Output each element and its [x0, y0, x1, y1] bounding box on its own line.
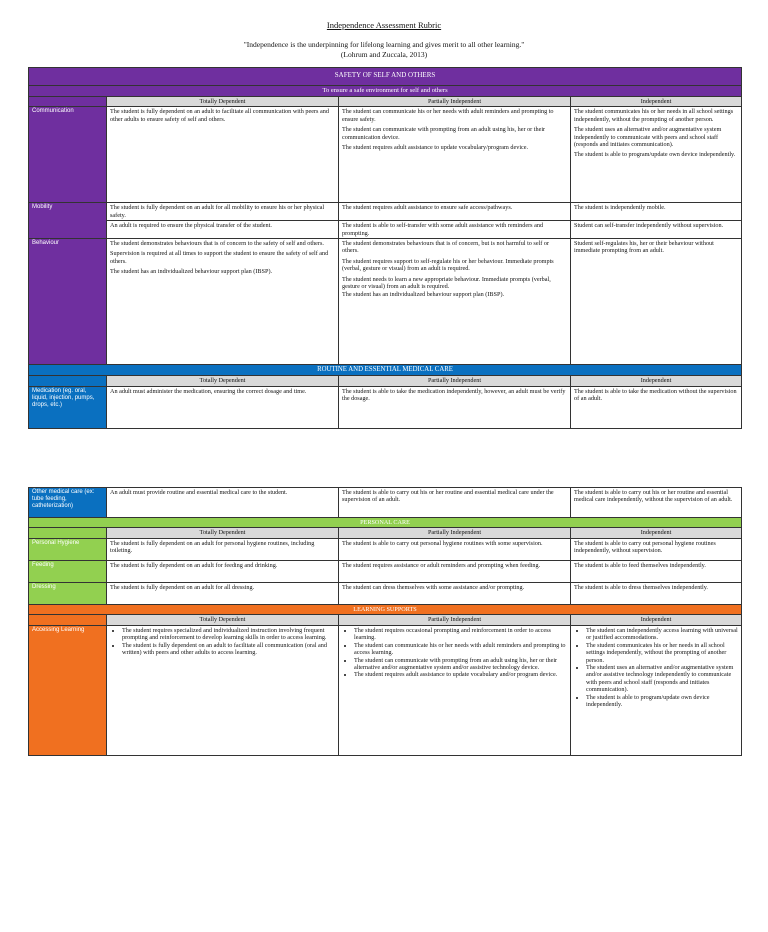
cell-hygiene-dependent: The student is fully dependent on an adult for personal hygiene routines, including toileting. — [107, 538, 339, 560]
rubric-table-part-1 — [28, 67, 742, 429]
list-item: • The student is fully dependent on an adult to facilitate all communication (oral and written) with peers and other adults to access learning. — [122, 642, 335, 657]
list-item: • The student can communicate with prompting from an adult using his, her or their alternative and/or augmentative system and/or assistive technology device. — [354, 657, 567, 672]
col-header-independent: Independent — [571, 376, 742, 386]
row-medication — [29, 386, 742, 428]
list-item: • The student requires specialized and individualized instruction involving frequent prompting and reinforcement to develop learning skills in order to access learning. — [122, 627, 335, 642]
cell-dressing-dependent: The student is fully dependent on an adult for all dressing. — [107, 582, 339, 604]
row-label-hygiene: Personal Hygiene — [29, 538, 107, 560]
row-mobility-1 — [29, 203, 742, 221]
row-communication — [29, 107, 742, 203]
col-header-independent: Independent — [571, 615, 742, 625]
column-header-row — [29, 96, 742, 106]
col-header-partially-independent: Partially Independent — [339, 615, 571, 625]
section-header-medical — [29, 364, 742, 375]
cell-feeding-independent: The student is able to feed themselves independently. — [571, 560, 742, 582]
cell-other-medical-dependent: An adult must provide routine and essential medical care to the student. — [107, 488, 339, 518]
row-label-medication: Medication (eg. oral, liquid, injection, pumps, drops, etc.) — [29, 386, 107, 428]
cell-feeding-dependent: The student is fully dependent on an adult for feeding and drinking. — [107, 560, 339, 582]
cell-communication-partial: The student can communicate his or her needs with adult reminders and prompting to ensure safety. The student can communicate with prompting from an adult using his, her or their communication device. The student requires adult assistance to update vocabulary/program device. — [339, 107, 571, 203]
col-header-partially-independent: Partially Independent — [339, 96, 571, 106]
cell-communication-dependent: The student is fully dependent on an adult to facilitate all communication with peers and other adults to ensure safety of self and others. — [107, 107, 339, 203]
col-header-totally-dependent: Totally Dependent — [107, 528, 339, 538]
document-quote: "Independence is the underpinning for lifelong learning and gives merit to all other learning." — [243, 40, 525, 49]
cell-mobility-dependent-2: An adult is required to ensure the physical transfer of the student. — [107, 221, 339, 239]
cell-feeding-partial: The student requires assistance or adult reminders and prompting when feeding. — [339, 560, 571, 582]
cell-medication-partial: The student is able to take the medication independently, however, an adult must be verify the dosage. — [339, 386, 571, 428]
section-title-medical: ROUTINE AND ESSENTIAL MEDICAL CARE — [29, 364, 742, 375]
cell-hygiene-independent: The student is able to carry out personal hygiene routines independently, without supervision. — [571, 538, 742, 560]
cell-behaviour-independent: Student self-regulates his, her or their behaviour without immediate prompting from an adult. — [571, 238, 742, 364]
list-item: • The student can independently access learning with universal or justified accommodations. — [586, 627, 738, 642]
cell-mobility-partial-2: The student is able to self-transfer with some adult assistance with reminders and prompting. — [339, 221, 571, 239]
cell-mobility-independent-2: Student can self-transfer independently without supervision. — [571, 221, 742, 239]
row-feeding — [29, 560, 742, 582]
cell-medication-independent: The student is able to take the medication without the supervision of an adult. — [571, 386, 742, 428]
section-header-personal — [29, 518, 742, 528]
row-other-medical — [29, 488, 742, 518]
cell-accessing-dependent — [107, 625, 339, 755]
cell-mobility-dependent-1: The student is fully dependent on an adult for all mobility to ensure his or her physical safety. — [107, 203, 339, 221]
row-behaviour — [29, 238, 742, 364]
cell-medication-dependent: An adult must administer the medication, ensuring the correct dosage and time. — [107, 386, 339, 428]
row-label-dressing: Dressing — [29, 582, 107, 604]
row-hygiene — [29, 538, 742, 560]
cell-mobility-independent-1: The student is independently mobile. — [571, 203, 742, 221]
section-header-learning — [29, 604, 742, 614]
section-title-safety: SAFETY OF SELF AND OTHERS — [29, 68, 742, 86]
list-item: • The student uses an alternative and/or augmentative system and/or assistive technology independently to communicate with peers and school staff (responds and initiates communication). — [586, 664, 738, 694]
col-header-totally-dependent: Totally Dependent — [107, 615, 339, 625]
list-item: • The student communicates his or her needs in all school settings independently, without the prompting of another person. — [586, 642, 738, 664]
list-item: • The student requires occasional prompting and reinforcement in order to access learning. — [354, 627, 567, 642]
section-header-safety — [29, 68, 742, 86]
col-header-partially-independent: Partially Independent — [339, 376, 571, 386]
row-mobility-2 — [29, 221, 742, 239]
col-header-independent: Independent — [571, 528, 742, 538]
row-label-communication: Communication — [29, 107, 107, 203]
cell-dressing-partial: The student can dress themselves with some assistance and/or prompting. — [339, 582, 571, 604]
col-header-independent: Independent — [571, 96, 742, 106]
section-title-personal: PERSONAL CARE — [29, 518, 742, 528]
col-header-totally-dependent: Totally Dependent — [107, 96, 339, 106]
cell-dressing-independent: The student is able to dress themselves independently. — [571, 582, 742, 604]
cell-hygiene-partial: The student is able to carry out personal hygiene routines with some supervision. — [339, 538, 571, 560]
col-header-totally-dependent: Totally Dependent — [107, 376, 339, 386]
cell-mobility-partial-1: The student requires adult assistance to ensure safe access/pathways. — [339, 203, 571, 221]
cell-other-medical-independent: The student is able to carry out his or her routine and essential medical care independently, without the supervision of an adult. — [571, 488, 742, 518]
section-title-learning: LEARNING SUPPORTS — [29, 604, 742, 614]
row-accessing-learning — [29, 625, 742, 755]
row-label-behaviour: Behaviour — [29, 238, 107, 364]
cell-communication-independent: The student communicates his or her needs in all school settings independently, without the prompting of another person. The student uses an alternative and/or augmentative system independently to communicate with peers and school staff (responds and initiates communication). The student is able to program/update own device independently. — [571, 107, 742, 203]
document-citation: (Lohrum and Zuccala, 2013) — [340, 50, 428, 59]
rubric-table-part-2 — [28, 487, 742, 756]
list-item: • The student is able to program/update own device independently. — [586, 694, 738, 709]
document-title: Independence Assessment Rubric — [326, 20, 442, 30]
cell-other-medical-partial: The student is able to carry out his or her routine and essential medical care under the supervision of an adult. — [339, 488, 571, 518]
cell-accessing-independent — [571, 625, 742, 755]
list-item: • The student can communicate his or her needs with adult reminders and prompting to access learning. — [354, 642, 567, 657]
col-header-partially-independent: Partially Independent — [339, 528, 571, 538]
cell-behaviour-dependent: The student demonstrates behaviours that is of concern to the safety of self and others. Supervision is required at all times to support the student to ensure the safety of self and others. The student has an individualized behaviour support plan (IBSP). — [107, 238, 339, 364]
cell-accessing-partial — [339, 625, 571, 755]
row-label-accessing-learning: Accessing Learning — [29, 625, 107, 755]
row-label-feeding: Feeding — [29, 560, 107, 582]
list-item: • The student requires adult assistance to update vocabulary and/or program device. — [354, 671, 567, 678]
cell-behaviour-partial: The student demonstrates behaviours that is of concern, but is not harmful to self or others. The student requires support to self-regulate his or her behaviour. Immediate prompts (verbal, gesture or visual) from an adult is required. The student needs to learn a new appropriate behaviour. Immediate prompts (verbal, gesture or visual) from an adult is required. The student has an individualized behaviour support plan (IBSP). — [339, 238, 571, 364]
section-subtitle-safety: To ensure a safe environment for self and others — [29, 86, 742, 97]
row-label-other-medical: Other medical care (ex: tube feeding, catheterization) — [29, 488, 107, 518]
row-dressing — [29, 582, 742, 604]
row-label-mobility: Mobility — [29, 203, 107, 239]
